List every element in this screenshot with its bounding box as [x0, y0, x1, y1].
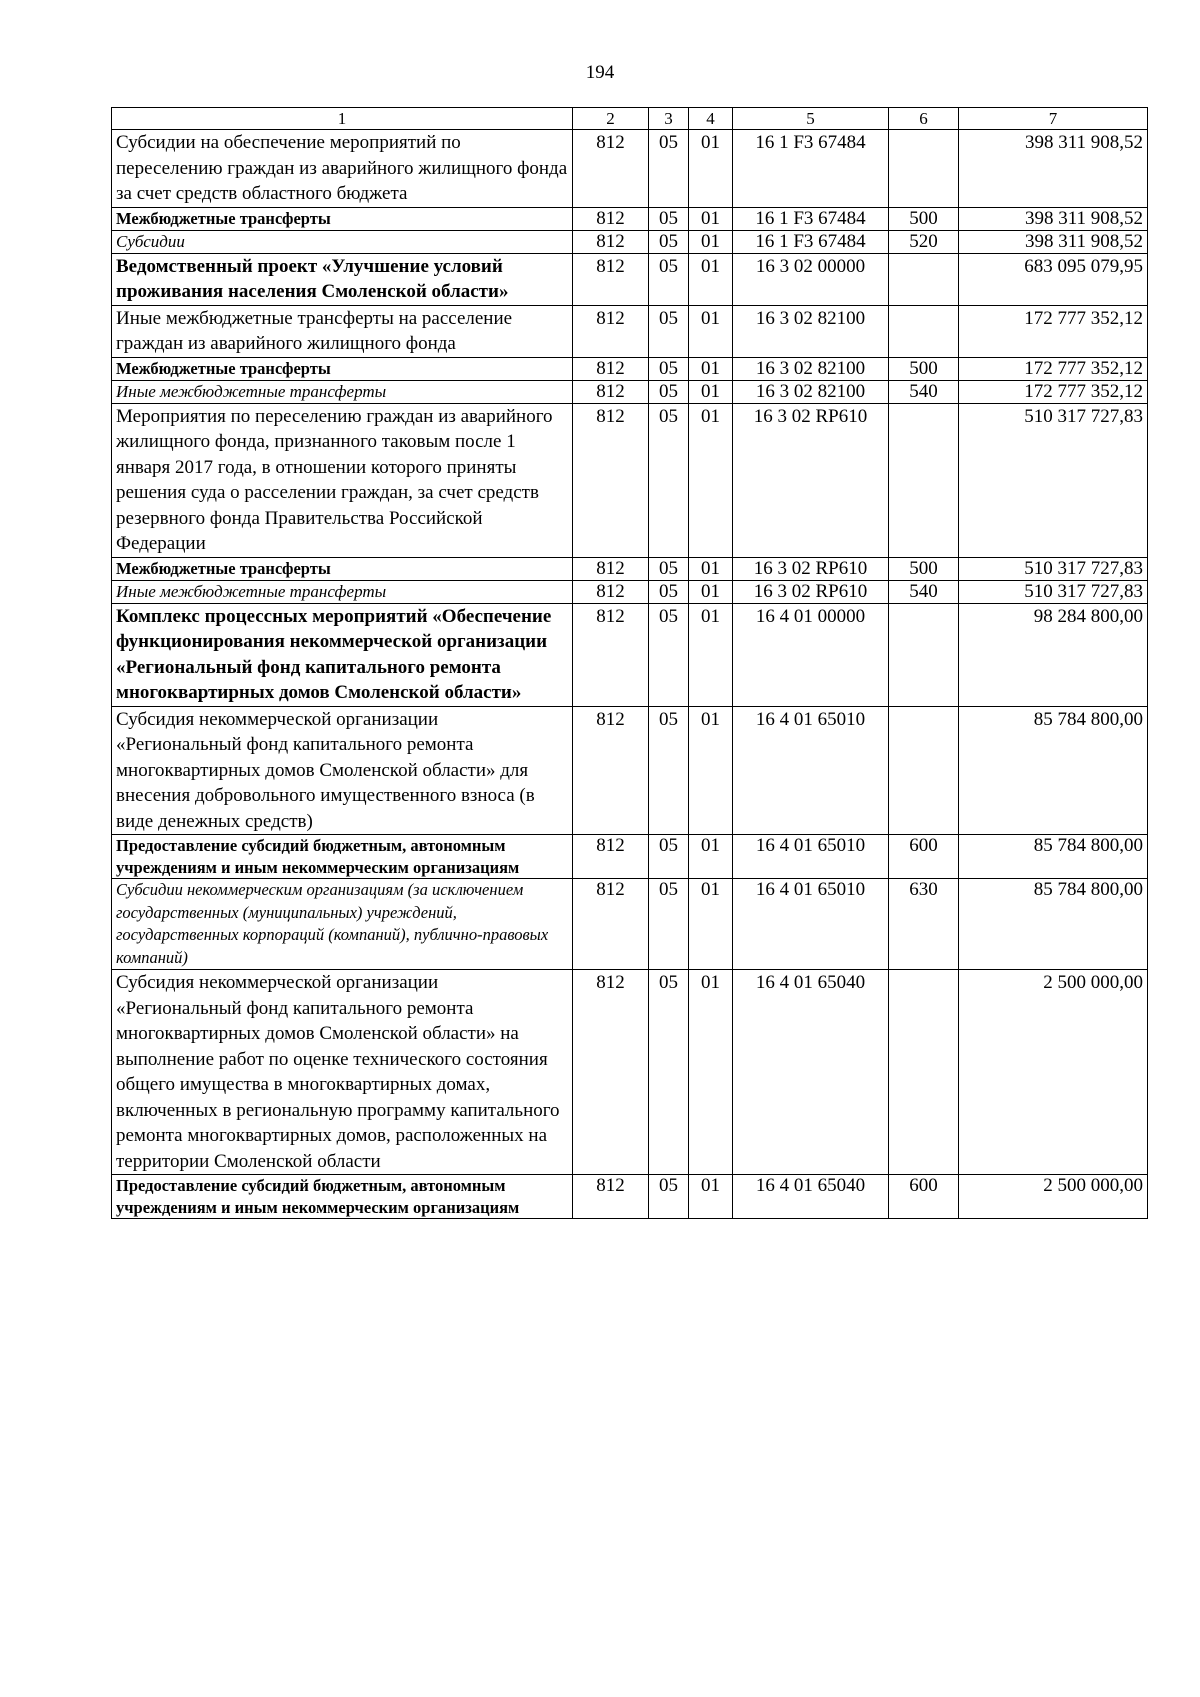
- column-header: 3: [649, 108, 689, 130]
- expense-type-cell: 540: [889, 380, 959, 403]
- section-code-cell: 05: [649, 970, 689, 1175]
- target-article-cell: 16 1 F3 67484: [733, 130, 889, 208]
- section-code-cell: 05: [649, 230, 689, 253]
- table-row: [112, 557, 1148, 580]
- subsection-code-cell: 01: [689, 357, 733, 380]
- table-row: [112, 580, 1148, 603]
- amount-cell: 398 311 908,52: [959, 230, 1148, 253]
- expense-type-cell: [889, 305, 959, 357]
- row-name-cell: Предоставление субсидий бюджетным, автономным учреждениям и иным некоммерческим организациям: [112, 835, 573, 879]
- subsection-code-cell: 01: [689, 380, 733, 403]
- ministry-code-cell: 812: [573, 580, 649, 603]
- table-row: [112, 230, 1148, 253]
- expense-type-cell: [889, 603, 959, 706]
- page-number: 194: [585, 62, 615, 83]
- target-article-cell: 16 4 01 65040: [733, 1175, 889, 1219]
- row-name-cell: Межбюджетные трансферты: [112, 207, 573, 230]
- row-name-cell: Мероприятия по переселению граждан из аварийного жилищного фонда, признанного таковым после 1 января 2017 года, в отношении которого приняты решения суда о расселении граждан, за счет средств резервного фонда Правительства Российской Федерации: [112, 403, 573, 557]
- column-header: 7: [959, 108, 1148, 130]
- column-number-row: [112, 108, 1148, 130]
- amount-cell: 510 317 727,83: [959, 557, 1148, 580]
- expense-type-cell: 500: [889, 357, 959, 380]
- target-article-cell: 16 3 02 RP610: [733, 403, 889, 557]
- target-article-cell: 16 3 02 RP610: [733, 580, 889, 603]
- table-row: [112, 253, 1148, 305]
- amount-cell: 85 784 800,00: [959, 835, 1148, 879]
- target-article-cell: 16 3 02 82100: [733, 357, 889, 380]
- expense-type-cell: 500: [889, 557, 959, 580]
- subsection-code-cell: 01: [689, 253, 733, 305]
- column-header: 4: [689, 108, 733, 130]
- amount-cell: 172 777 352,12: [959, 380, 1148, 403]
- target-article-cell: 16 1 F3 67484: [733, 207, 889, 230]
- amount-cell: 398 311 908,52: [959, 207, 1148, 230]
- ministry-code-cell: 812: [573, 403, 649, 557]
- ministry-code-cell: 812: [573, 357, 649, 380]
- table-row: [112, 835, 1148, 879]
- table-row: [112, 970, 1148, 1175]
- subsection-code-cell: 01: [689, 1175, 733, 1219]
- ministry-code-cell: 812: [573, 1175, 649, 1219]
- ministry-code-cell: 812: [573, 253, 649, 305]
- row-name-cell: Иные межбюджетные трансферты: [112, 380, 573, 403]
- row-name-cell: Иные межбюджетные трансферты на расселение граждан из аварийного жилищного фонда: [112, 305, 573, 357]
- amount-cell: 510 317 727,83: [959, 403, 1148, 557]
- table-row: [112, 603, 1148, 706]
- amount-cell: 683 095 079,95: [959, 253, 1148, 305]
- subsection-code-cell: 01: [689, 879, 733, 970]
- section-code-cell: 05: [649, 557, 689, 580]
- expense-type-cell: 600: [889, 835, 959, 879]
- section-code-cell: 05: [649, 603, 689, 706]
- amount-cell: 398 311 908,52: [959, 130, 1148, 208]
- expense-type-cell: [889, 706, 959, 835]
- row-name-cell: Субсидия некоммерческой организации «Региональный фонд капитального ремонта многоквартирных домов Смоленской области» для внесения добровольного имущественного взноса (в виде денежных средств): [112, 706, 573, 835]
- expense-type-cell: [889, 970, 959, 1175]
- table-row: [112, 380, 1148, 403]
- ministry-code-cell: 812: [573, 879, 649, 970]
- section-code-cell: 05: [649, 879, 689, 970]
- target-article-cell: 16 4 01 65010: [733, 835, 889, 879]
- expense-type-cell: 600: [889, 1175, 959, 1219]
- row-name-cell: Иные межбюджетные трансферты: [112, 580, 573, 603]
- amount-cell: 2 500 000,00: [959, 970, 1148, 1175]
- table-row: [112, 357, 1148, 380]
- amount-cell: 510 317 727,83: [959, 580, 1148, 603]
- subsection-code-cell: 01: [689, 403, 733, 557]
- subsection-code-cell: 01: [689, 580, 733, 603]
- target-article-cell: 16 1 F3 67484: [733, 230, 889, 253]
- section-code-cell: 05: [649, 1175, 689, 1219]
- section-code-cell: 05: [649, 357, 689, 380]
- target-article-cell: 16 4 01 65040: [733, 970, 889, 1175]
- expense-type-cell: 630: [889, 879, 959, 970]
- ministry-code-cell: 812: [573, 230, 649, 253]
- column-header: 6: [889, 108, 959, 130]
- column-header: 1: [112, 108, 573, 130]
- row-name-cell: Субсидии: [112, 230, 573, 253]
- amount-cell: 172 777 352,12: [959, 305, 1148, 357]
- ministry-code-cell: 812: [573, 706, 649, 835]
- row-name-cell: Субсидии некоммерческим организациям (за исключением государственных (муниципальных) учреждений, государственных корпораций (компаний), публично-правовых компаний): [112, 879, 573, 970]
- table-row: [112, 706, 1148, 835]
- target-article-cell: 16 3 02 82100: [733, 380, 889, 403]
- subsection-code-cell: 01: [689, 835, 733, 879]
- target-article-cell: 16 3 02 82100: [733, 305, 889, 357]
- subsection-code-cell: 01: [689, 557, 733, 580]
- expense-type-cell: [889, 253, 959, 305]
- subsection-code-cell: 01: [689, 305, 733, 357]
- row-name-cell: Межбюджетные трансферты: [112, 557, 573, 580]
- ministry-code-cell: 812: [573, 557, 649, 580]
- ministry-code-cell: 812: [573, 380, 649, 403]
- section-code-cell: 05: [649, 403, 689, 557]
- row-name-cell: Субсидии на обеспечение мероприятий по переселению граждан из аварийного жилищного фонда за счет средств областного бюджета: [112, 130, 573, 208]
- target-article-cell: 16 4 01 00000: [733, 603, 889, 706]
- row-name-cell: Субсидия некоммерческой организации «Региональный фонд капитального ремонта многоквартирных домов Смоленской области» на выполнение работ по оценке технического состояния общего имущества в многоквартирных домах, включенных в региональную программу капитального ремонта многоквартирных домов, расположенных на территории Смоленской области: [112, 970, 573, 1175]
- ministry-code-cell: 812: [573, 305, 649, 357]
- column-header: 5: [733, 108, 889, 130]
- target-article-cell: 16 3 02 RP610: [733, 557, 889, 580]
- row-name-cell: Комплекс процессных мероприятий «Обеспечение функционирования некоммерческой организации «Региональный фонд капитального ремонта многоквартирных домов Смоленской области»: [112, 603, 573, 706]
- section-code-cell: 05: [649, 706, 689, 835]
- subsection-code-cell: 01: [689, 207, 733, 230]
- section-code-cell: 05: [649, 207, 689, 230]
- subsection-code-cell: 01: [689, 230, 733, 253]
- ministry-code-cell: 812: [573, 603, 649, 706]
- expense-type-cell: 520: [889, 230, 959, 253]
- table-row: [112, 403, 1148, 557]
- amount-cell: 85 784 800,00: [959, 706, 1148, 835]
- row-name-cell: Предоставление субсидий бюджетным, автономным учреждениям и иным некоммерческим организациям: [112, 1175, 573, 1219]
- table-row: [112, 130, 1148, 208]
- table-row: [112, 1175, 1148, 1219]
- section-code-cell: 05: [649, 835, 689, 879]
- section-code-cell: 05: [649, 253, 689, 305]
- target-article-cell: 16 4 01 65010: [733, 879, 889, 970]
- subsection-code-cell: 01: [689, 130, 733, 208]
- amount-cell: 172 777 352,12: [959, 357, 1148, 380]
- table-row: [112, 305, 1148, 357]
- row-name-cell: Ведомственный проект «Улучшение условий проживания населения Смоленской области»: [112, 253, 573, 305]
- table-row: [112, 207, 1148, 230]
- amount-cell: 2 500 000,00: [959, 1175, 1148, 1219]
- subsection-code-cell: 01: [689, 970, 733, 1175]
- expense-type-cell: 540: [889, 580, 959, 603]
- expense-type-cell: [889, 403, 959, 557]
- target-article-cell: 16 3 02 00000: [733, 253, 889, 305]
- ministry-code-cell: 812: [573, 835, 649, 879]
- subsection-code-cell: 01: [689, 603, 733, 706]
- column-header: 2: [573, 108, 649, 130]
- ministry-code-cell: 812: [573, 970, 649, 1175]
- budget-table: [111, 107, 1148, 1219]
- expense-type-cell: 500: [889, 207, 959, 230]
- subsection-code-cell: 01: [689, 706, 733, 835]
- row-name-cell: Межбюджетные трансферты: [112, 357, 573, 380]
- section-code-cell: 05: [649, 130, 689, 208]
- section-code-cell: 05: [649, 380, 689, 403]
- expense-type-cell: [889, 130, 959, 208]
- amount-cell: 98 284 800,00: [959, 603, 1148, 706]
- section-code-cell: 05: [649, 305, 689, 357]
- ministry-code-cell: 812: [573, 207, 649, 230]
- table-row: [112, 879, 1148, 970]
- section-code-cell: 05: [649, 580, 689, 603]
- target-article-cell: 16 4 01 65010: [733, 706, 889, 835]
- amount-cell: 85 784 800,00: [959, 879, 1148, 970]
- ministry-code-cell: 812: [573, 130, 649, 208]
